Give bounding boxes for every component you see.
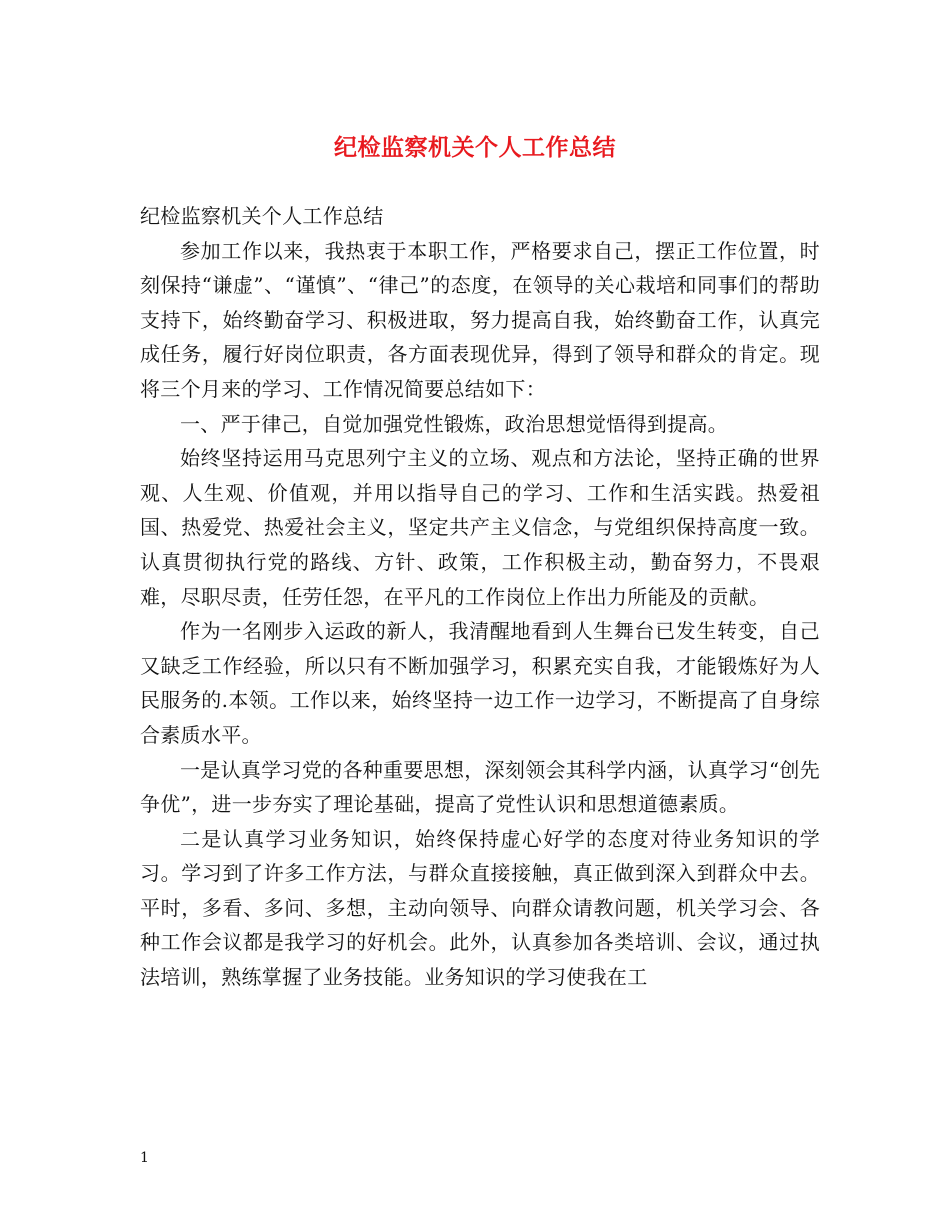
page-number: 1 <box>140 1150 149 1166</box>
paragraph-body: 作为一名刚步入运政的新人，我清醒地看到人生舞台已发生转变，自己又缺乏工作经验，所以只有不断加强学习，积累充实自我，才能锻炼好为人民服务的.本领。工作以来，始终坚持一边工作一边学习，不断提高了自身综合素质水平。 <box>140 619 820 747</box>
document-title: 纪检监察机关个人工作总结 <box>334 134 616 161</box>
paragraph-section-heading: 一、严于律己，自觉加强党性锻炼，政治思想觉悟得到提高。 <box>180 411 729 436</box>
paragraph-body: 一是认真学习党的各种重要思想，深刻领会其科学内涵，认真学习“创先争优”，进一步夯实了理论基础，提高了党性认识和思想道德素质。 <box>140 757 820 817</box>
paragraph-body: 始终坚持运用马克思列宁主义的立场、观点和方法论，坚持正确的世界观、人生观、价值观，并用以指导自己的学习、工作和生活实践。热爱祖国、热爱党、热爱社会主义，坚定共产主义信念，与党组织保持高度一致。认真贯彻执行党的路线、方针、政策，工作积极主动，勤奋努力，不畏艰难，尽职尽责，任劳任怨，在平凡的工作岗位上作出力所能及的贡献。 <box>140 446 820 609</box>
document-body <box>140 199 820 995</box>
paragraph-body: 二是认真学习业务知识，始终保持虚心好学的态度对待业务知识的学习。学习到了许多工作方法，与群众直接接触，真正做到深入到群众中去。平时，多看、多问、多想，主动向领导、向群众请教问题，机关学习会、各种工作会议都是我学习的好机会。此外，认真参加各类培训、会议，通过执法培训，熟练掌握了业务技能。业务知识的学习使我在工 <box>140 826 820 990</box>
paragraph-intro: 参加工作以来，我热衷于本职工作，严格要求自己，摆正工作位置，时刻保持“谦虚”、“谨慎”、“律己”的态度，在领导的关心栽培和同事们的帮助支持下，始终勤奋学习、积极进取，努力提高自我，始终勤奋工作，认真完成任务，履行好岗位职责，各方面表现优异，得到了领导和群众的肯定。现将三个月来的学习、工作情况简要总结如下： <box>140 238 820 401</box>
paragraph-subtitle: 纪检监察机关个人工作总结 <box>140 204 384 228</box>
